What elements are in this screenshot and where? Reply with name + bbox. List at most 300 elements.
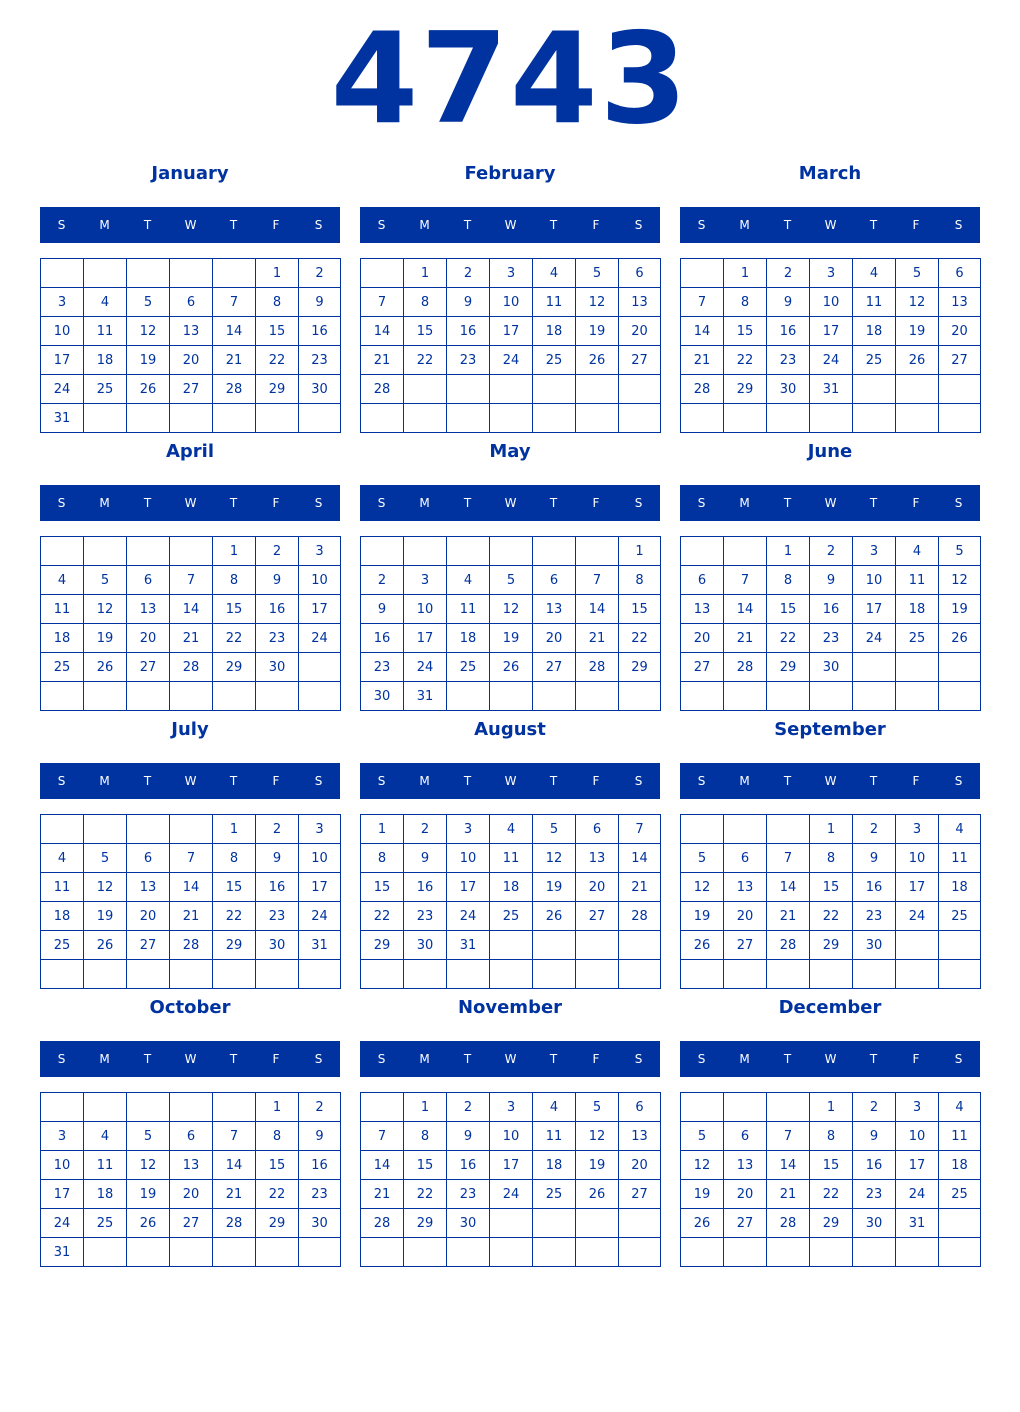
day-cell: 6 xyxy=(576,815,619,844)
day-grid xyxy=(40,1092,341,1267)
weekday-label: W xyxy=(504,1052,517,1066)
empty-day-cell xyxy=(767,960,810,989)
empty-day-cell xyxy=(767,682,810,711)
empty-day-cell xyxy=(361,1093,404,1122)
day-cell: 21 xyxy=(213,346,256,375)
day-cell: 25 xyxy=(84,1209,127,1238)
day-cell: 1 xyxy=(256,1093,299,1122)
day-cell: 21 xyxy=(619,873,661,902)
week-row xyxy=(361,566,661,595)
day-cell: 7 xyxy=(213,1122,256,1151)
week-row xyxy=(681,1151,981,1180)
empty-day-cell xyxy=(619,375,661,404)
day-cell: 26 xyxy=(576,346,619,375)
day-cell: 27 xyxy=(939,346,981,375)
day-cell: 5 xyxy=(681,844,724,873)
day-cell: 1 xyxy=(767,537,810,566)
empty-day-cell xyxy=(84,259,127,288)
day-cell: 4 xyxy=(533,259,576,288)
empty-day-cell xyxy=(533,1238,576,1267)
empty-day-cell xyxy=(490,537,533,566)
empty-day-cell xyxy=(576,404,619,433)
day-cell: 17 xyxy=(490,1151,533,1180)
weekday-label: F xyxy=(272,496,280,510)
weekday-label: T xyxy=(229,218,238,232)
day-cell: 5 xyxy=(84,566,127,595)
day-cell: 31 xyxy=(41,1238,84,1267)
day-cell: 6 xyxy=(127,844,170,873)
day-cell: 4 xyxy=(533,1093,576,1122)
day-cell: 19 xyxy=(127,1180,170,1209)
day-cell: 27 xyxy=(724,931,767,960)
day-cell: 22 xyxy=(213,624,256,653)
empty-day-cell xyxy=(619,960,661,989)
weekday-label: W xyxy=(504,218,517,232)
empty-day-cell xyxy=(724,682,767,711)
weekday-label: F xyxy=(592,218,600,232)
month-title: March xyxy=(798,163,862,184)
day-grid xyxy=(680,258,981,433)
day-cell: 17 xyxy=(41,1180,84,1209)
week-row xyxy=(41,873,341,902)
day-cell: 6 xyxy=(724,844,767,873)
empty-day-cell xyxy=(576,682,619,711)
day-cell: 28 xyxy=(213,1209,256,1238)
weekday-label: S xyxy=(314,1052,323,1066)
empty-day-cell xyxy=(939,375,981,404)
day-cell: 9 xyxy=(256,566,299,595)
day-cell: 11 xyxy=(533,1122,576,1151)
week-row xyxy=(361,375,661,404)
weekday-label: M xyxy=(739,218,750,232)
day-cell: 23 xyxy=(810,624,853,653)
empty-day-cell xyxy=(256,1238,299,1267)
day-cell: 22 xyxy=(810,1180,853,1209)
day-cell: 28 xyxy=(767,931,810,960)
empty-day-cell xyxy=(619,931,661,960)
weekday-label: T xyxy=(869,496,878,510)
week-row xyxy=(41,259,341,288)
day-cell: 13 xyxy=(170,1151,213,1180)
day-cell: 13 xyxy=(939,288,981,317)
day-cell: 21 xyxy=(681,346,724,375)
empty-day-cell xyxy=(681,960,724,989)
weekday-label: F xyxy=(912,218,920,232)
day-cell: 9 xyxy=(767,288,810,317)
empty-day-cell xyxy=(939,1238,981,1267)
week-row xyxy=(361,1209,661,1238)
weekday-header xyxy=(40,763,340,799)
day-cell: 24 xyxy=(299,902,341,931)
day-cell: 10 xyxy=(896,844,939,873)
day-cell: 17 xyxy=(447,873,490,902)
day-cell: 14 xyxy=(767,1151,810,1180)
weekday-label: S xyxy=(377,1052,386,1066)
day-cell: 13 xyxy=(533,595,576,624)
day-cell: 1 xyxy=(213,815,256,844)
day-cell: 22 xyxy=(724,346,767,375)
day-cell: 15 xyxy=(619,595,661,624)
day-cell: 21 xyxy=(724,624,767,653)
empty-day-cell xyxy=(490,1209,533,1238)
empty-day-cell xyxy=(170,1093,213,1122)
weekday-label: W xyxy=(184,1052,197,1066)
empty-day-cell xyxy=(681,682,724,711)
empty-day-cell xyxy=(681,815,724,844)
empty-day-cell xyxy=(681,537,724,566)
weekday-label: W xyxy=(184,218,197,232)
empty-day-cell xyxy=(299,404,341,433)
day-cell: 3 xyxy=(299,815,341,844)
day-cell: 5 xyxy=(576,1093,619,1122)
day-cell: 12 xyxy=(681,1151,724,1180)
empty-day-cell xyxy=(84,815,127,844)
weekday-label: W xyxy=(184,496,197,510)
weekday-label: M xyxy=(419,218,430,232)
weekday-label: M xyxy=(739,774,750,788)
day-cell: 27 xyxy=(619,346,661,375)
day-cell: 24 xyxy=(490,1180,533,1209)
day-cell: 18 xyxy=(41,902,84,931)
day-cell: 26 xyxy=(490,653,533,682)
month-title: February xyxy=(464,163,556,184)
empty-day-cell xyxy=(533,375,576,404)
empty-day-cell xyxy=(939,653,981,682)
empty-day-cell xyxy=(404,960,447,989)
day-cell: 21 xyxy=(170,902,213,931)
empty-day-cell xyxy=(127,815,170,844)
week-row xyxy=(681,1093,981,1122)
day-cell: 28 xyxy=(170,653,213,682)
weekday-header xyxy=(360,485,660,521)
empty-day-cell xyxy=(896,653,939,682)
day-cell: 15 xyxy=(810,1151,853,1180)
day-cell: 24 xyxy=(810,346,853,375)
empty-day-cell xyxy=(681,1238,724,1267)
day-cell: 14 xyxy=(724,595,767,624)
day-cell: 18 xyxy=(939,1151,981,1180)
day-cell: 29 xyxy=(213,931,256,960)
day-cell: 13 xyxy=(724,873,767,902)
weekday-header xyxy=(40,485,340,521)
day-cell: 18 xyxy=(533,1151,576,1180)
week-row xyxy=(361,624,661,653)
empty-day-cell xyxy=(299,653,341,682)
day-cell: 16 xyxy=(810,595,853,624)
empty-day-cell xyxy=(490,375,533,404)
empty-day-cell xyxy=(533,931,576,960)
day-cell: 5 xyxy=(127,288,170,317)
empty-day-cell xyxy=(939,960,981,989)
empty-day-cell xyxy=(853,682,896,711)
day-cell: 11 xyxy=(939,844,981,873)
day-cell: 4 xyxy=(447,566,490,595)
day-cell: 27 xyxy=(681,653,724,682)
empty-day-cell xyxy=(447,960,490,989)
day-cell: 8 xyxy=(213,844,256,873)
day-cell: 9 xyxy=(299,288,341,317)
empty-day-cell xyxy=(533,1209,576,1238)
weekday-label: T xyxy=(549,218,558,232)
empty-day-cell xyxy=(810,1238,853,1267)
day-cell: 16 xyxy=(853,1151,896,1180)
weekday-label: T xyxy=(463,218,472,232)
empty-day-cell xyxy=(84,1238,127,1267)
day-cell: 8 xyxy=(810,1122,853,1151)
day-cell: 5 xyxy=(84,844,127,873)
day-cell: 25 xyxy=(853,346,896,375)
day-cell: 22 xyxy=(213,902,256,931)
empty-day-cell xyxy=(299,960,341,989)
weekday-header xyxy=(680,485,980,521)
empty-day-cell xyxy=(533,404,576,433)
week-row xyxy=(41,1151,341,1180)
year-title: 4743 xyxy=(330,5,690,152)
day-cell: 11 xyxy=(853,288,896,317)
day-cell: 4 xyxy=(84,288,127,317)
day-cell: 29 xyxy=(810,1209,853,1238)
day-cell: 27 xyxy=(724,1209,767,1238)
day-cell: 11 xyxy=(41,595,84,624)
day-cell: 18 xyxy=(84,1180,127,1209)
empty-day-cell xyxy=(127,682,170,711)
day-cell: 20 xyxy=(127,902,170,931)
day-cell: 4 xyxy=(939,815,981,844)
day-cell: 8 xyxy=(256,288,299,317)
weekday-label: M xyxy=(419,496,430,510)
weekday-label: S xyxy=(954,496,963,510)
weekday-label: S xyxy=(314,774,323,788)
day-cell: 9 xyxy=(404,844,447,873)
day-grid xyxy=(40,258,341,433)
empty-day-cell xyxy=(767,1093,810,1122)
day-cell: 31 xyxy=(810,375,853,404)
day-cell: 6 xyxy=(170,1122,213,1151)
week-row xyxy=(681,1209,981,1238)
week-row xyxy=(681,844,981,873)
weekday-header xyxy=(680,207,980,243)
week-row xyxy=(361,1238,661,1267)
weekday-label: T xyxy=(463,1052,472,1066)
day-cell: 21 xyxy=(767,902,810,931)
weekday-label: T xyxy=(783,1052,792,1066)
week-row xyxy=(361,1151,661,1180)
empty-day-cell xyxy=(681,404,724,433)
day-cell: 28 xyxy=(213,375,256,404)
empty-day-cell xyxy=(213,404,256,433)
week-row xyxy=(41,931,341,960)
day-cell: 4 xyxy=(853,259,896,288)
empty-day-cell xyxy=(84,682,127,711)
day-cell: 18 xyxy=(41,624,84,653)
weekday-label: S xyxy=(697,774,706,788)
empty-day-cell xyxy=(447,537,490,566)
day-cell: 5 xyxy=(576,259,619,288)
day-cell: 13 xyxy=(619,1122,661,1151)
day-cell: 6 xyxy=(724,1122,767,1151)
day-cell: 12 xyxy=(576,288,619,317)
empty-day-cell xyxy=(361,404,404,433)
empty-day-cell xyxy=(619,1209,661,1238)
day-cell: 12 xyxy=(84,873,127,902)
day-cell: 23 xyxy=(853,1180,896,1209)
day-cell: 7 xyxy=(767,1122,810,1151)
day-cell: 3 xyxy=(853,537,896,566)
month-title: June xyxy=(807,441,853,462)
day-cell: 28 xyxy=(724,653,767,682)
day-cell: 10 xyxy=(299,566,341,595)
day-cell: 9 xyxy=(447,1122,490,1151)
day-cell: 26 xyxy=(896,346,939,375)
day-cell: 11 xyxy=(84,317,127,346)
day-cell: 26 xyxy=(533,902,576,931)
week-row xyxy=(41,1238,341,1267)
day-cell: 27 xyxy=(576,902,619,931)
day-cell: 5 xyxy=(896,259,939,288)
weekday-label: F xyxy=(592,1052,600,1066)
weekday-label: S xyxy=(697,496,706,510)
day-cell: 24 xyxy=(853,624,896,653)
weekday-header xyxy=(360,207,660,243)
weekday-label: F xyxy=(272,1052,280,1066)
day-cell: 28 xyxy=(361,1209,404,1238)
day-cell: 29 xyxy=(724,375,767,404)
week-row xyxy=(41,1209,341,1238)
day-cell: 23 xyxy=(853,902,896,931)
day-cell: 8 xyxy=(213,566,256,595)
day-cell: 26 xyxy=(939,624,981,653)
day-cell: 16 xyxy=(853,873,896,902)
day-cell: 7 xyxy=(361,288,404,317)
day-cell: 13 xyxy=(127,873,170,902)
day-cell: 10 xyxy=(490,288,533,317)
day-cell: 20 xyxy=(681,624,724,653)
empty-day-cell xyxy=(361,537,404,566)
day-cell: 26 xyxy=(681,931,724,960)
week-row xyxy=(361,595,661,624)
week-row xyxy=(681,317,981,346)
day-grid xyxy=(680,536,981,711)
weekday-label: T xyxy=(549,774,558,788)
empty-day-cell xyxy=(576,537,619,566)
weekday-label: S xyxy=(57,774,66,788)
empty-day-cell xyxy=(41,1093,84,1122)
day-cell: 26 xyxy=(127,1209,170,1238)
day-cell: 3 xyxy=(41,288,84,317)
day-cell: 16 xyxy=(361,624,404,653)
empty-day-cell xyxy=(939,682,981,711)
day-cell: 7 xyxy=(681,288,724,317)
day-cell: 27 xyxy=(533,653,576,682)
day-cell: 12 xyxy=(84,595,127,624)
day-cell: 19 xyxy=(127,346,170,375)
day-cell: 29 xyxy=(256,1209,299,1238)
day-cell: 25 xyxy=(84,375,127,404)
day-cell: 5 xyxy=(533,815,576,844)
empty-day-cell xyxy=(84,960,127,989)
day-cell: 23 xyxy=(299,1180,341,1209)
week-row xyxy=(681,537,981,566)
empty-day-cell xyxy=(170,1238,213,1267)
day-cell: 9 xyxy=(361,595,404,624)
weekday-label: W xyxy=(504,496,517,510)
empty-day-cell xyxy=(939,404,981,433)
weekday-label: T xyxy=(143,496,152,510)
day-cell: 6 xyxy=(170,288,213,317)
week-row xyxy=(41,844,341,873)
day-cell: 25 xyxy=(41,653,84,682)
weekday-label: M xyxy=(419,1052,430,1066)
empty-day-cell xyxy=(404,375,447,404)
day-cell: 18 xyxy=(84,346,127,375)
weekday-label: S xyxy=(954,774,963,788)
day-cell: 13 xyxy=(681,595,724,624)
empty-day-cell xyxy=(41,537,84,566)
day-cell: 30 xyxy=(404,931,447,960)
weekday-label: S xyxy=(377,218,386,232)
weekday-label: M xyxy=(99,774,110,788)
empty-day-cell xyxy=(724,815,767,844)
weekday-header xyxy=(360,763,660,799)
month-title: September xyxy=(774,719,886,740)
week-row xyxy=(361,960,661,989)
empty-day-cell xyxy=(576,960,619,989)
day-cell: 29 xyxy=(404,1209,447,1238)
weekday-label: M xyxy=(99,218,110,232)
day-cell: 24 xyxy=(41,1209,84,1238)
weekday-label: S xyxy=(954,218,963,232)
weekday-label: F xyxy=(912,496,920,510)
weekday-label: S xyxy=(377,496,386,510)
week-row xyxy=(41,1180,341,1209)
day-cell: 21 xyxy=(361,346,404,375)
day-cell: 8 xyxy=(724,288,767,317)
day-cell: 22 xyxy=(404,346,447,375)
day-cell: 1 xyxy=(724,259,767,288)
day-cell: 19 xyxy=(576,1151,619,1180)
day-cell: 4 xyxy=(84,1122,127,1151)
empty-day-cell xyxy=(681,1093,724,1122)
week-row xyxy=(361,404,661,433)
day-cell: 28 xyxy=(619,902,661,931)
day-cell: 16 xyxy=(299,317,341,346)
day-cell: 1 xyxy=(619,537,661,566)
day-cell: 30 xyxy=(256,931,299,960)
day-cell: 3 xyxy=(490,259,533,288)
day-cell: 27 xyxy=(170,375,213,404)
day-cell: 7 xyxy=(361,1122,404,1151)
day-cell: 19 xyxy=(576,317,619,346)
weekday-label: T xyxy=(229,496,238,510)
day-cell: 11 xyxy=(939,1122,981,1151)
day-cell: 15 xyxy=(767,595,810,624)
day-cell: 23 xyxy=(361,653,404,682)
day-cell: 2 xyxy=(447,1093,490,1122)
day-cell: 27 xyxy=(619,1180,661,1209)
day-cell: 10 xyxy=(41,317,84,346)
empty-day-cell xyxy=(361,259,404,288)
day-cell: 19 xyxy=(681,1180,724,1209)
day-cell: 25 xyxy=(41,931,84,960)
empty-day-cell xyxy=(724,1093,767,1122)
empty-day-cell xyxy=(127,1093,170,1122)
day-cell: 3 xyxy=(447,815,490,844)
day-grid xyxy=(40,536,341,711)
day-cell: 9 xyxy=(853,1122,896,1151)
day-cell: 6 xyxy=(681,566,724,595)
day-cell: 17 xyxy=(853,595,896,624)
day-cell: 25 xyxy=(939,902,981,931)
